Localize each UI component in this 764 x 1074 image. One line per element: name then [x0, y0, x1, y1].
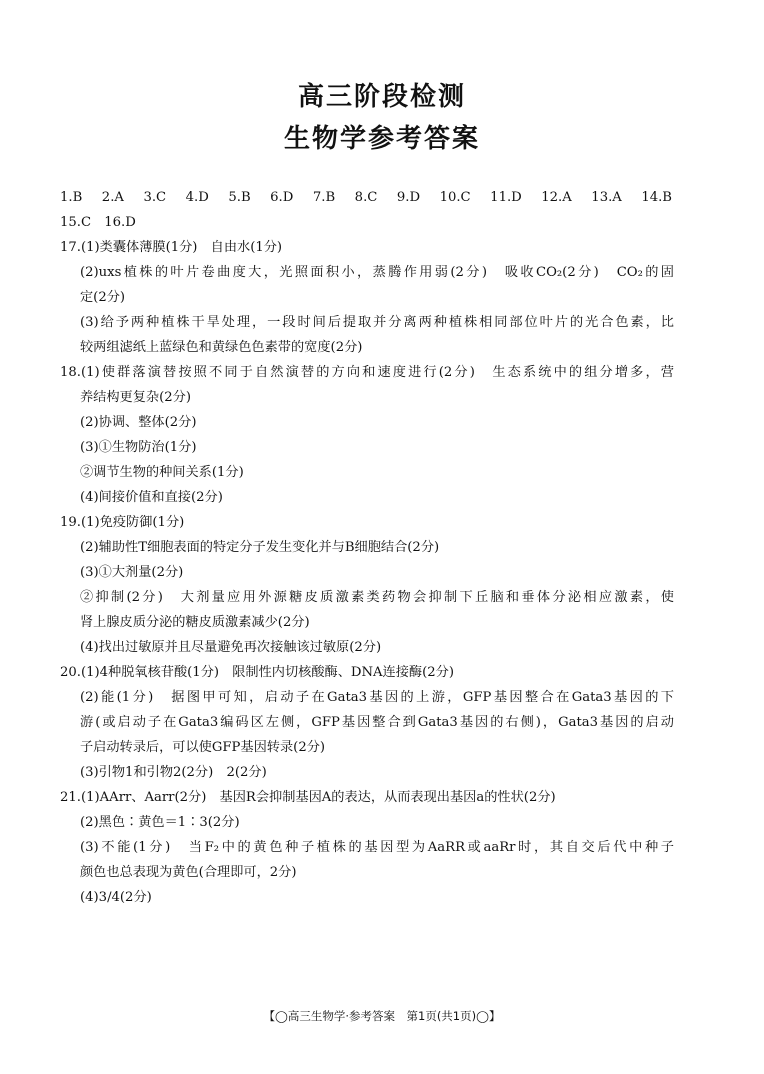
answer-line-26: (2)黑色∶黄色＝1∶3(2分) — [80, 815, 240, 830]
answer-line-11: (3)①生物防治(1分) — [80, 440, 197, 455]
answer-line-8: 18.(1)使群落演替按照不同于自然演替的方向和速度进行(2分) 生态系统中的组分增多，营 — [60, 365, 674, 380]
answer-line-19: (4)找出过敏原并且尽量避免再次接触该过敏原(2分) — [80, 640, 382, 655]
answer-line-25: 21.(1)AArr、Aarr(2分) 基因R会抑制基因A的表达，从而表现出基因a的性状(2分) — [60, 790, 556, 805]
answer-line-12: ②调节生物的种间关系(1分) — [80, 465, 244, 480]
page-footer: 【◯高三生物学·参考答案 第1页(共1页)◯】 — [263, 1009, 501, 1023]
answer-line-14: 19.(1)免疫防御(1分) — [60, 515, 185, 530]
answer-line-27: (3)不能(1分) 当F₂中的黄色种子植株的基因型为AaRR或aaRr时，其自交后代中种子 — [80, 840, 674, 855]
answer-line-9: 养结构更复杂(2分) — [80, 390, 191, 405]
answer-line-5: 定(2分) — [80, 290, 126, 305]
answer-line-3: 17.(1)类囊体薄膜(1分) 自由水(1分) — [60, 240, 283, 255]
answer-line-15: (2)辅助性T细胞表面的特定分子发生变化并与B细胞结合(2分) — [80, 540, 440, 555]
answer-line-23: 子启动转录后，可以使GFP基因转录(2分) — [80, 740, 326, 755]
answer-line-10: (2)协调、整体(2分) — [80, 415, 197, 430]
answer-line-16: (3)①大剂量(2分) — [80, 565, 184, 580]
answer-line-22: 游(或启动子在Gata3编码区左侧，GFP基因整合到Gata3基因的右侧)，Gata3基因的启动 — [80, 715, 674, 730]
page-title-line1: 高三阶段检测 — [297, 82, 466, 112]
answer-line-20: 20.(1)4种脱氧核苷酸(1分) 限制性内切核酸酶、DNA连接酶(2分) — [60, 665, 454, 680]
answer-line-21: (2)能(1分) 据图甲可知，启动子在Gata3基因的上游，GFP基因整合在Gata3基因的下 — [80, 690, 674, 705]
answer-line-28: 颜色也总表现为黄色(合理即可，2分) — [80, 865, 297, 880]
answer-line-13: (4)间接价值和直接(2分) — [80, 490, 223, 505]
answer-line-24: (3)引物1和引物2(2分) 2(2分) — [80, 765, 267, 780]
answer-line-29: (4)3/4(2分) — [80, 890, 152, 905]
answer-line-2: 15.C 16.D — [60, 215, 136, 230]
answer-line-7: 较两组滤纸上蓝绿色和黄绿色色素带的宽度(2分) — [80, 340, 363, 355]
page-title-line2: 生物学参考答案 — [283, 124, 480, 154]
answer-line-6: (3)给予两种植株干旱处理，一段时间后提取并分离两种植株相同部位叶片的光合色素，比 — [80, 315, 674, 330]
answer-line-18: 肾上腺皮质分泌的糖皮质激素减少(2分) — [80, 615, 310, 630]
answer-line-4: (2)uxs植株的叶片卷曲度大，光照面积小，蒸腾作用弱(2分) 吸收CO₂(2分) CO₂的固 — [80, 265, 674, 280]
answer-line-17: ②抑制(2分) 大剂量应用外源糖皮质激素类药物会抑制下丘脑和垂体分泌相应激素，使 — [80, 590, 674, 605]
answer-line-1: 1.B 2.A 3.C 4.D 5.B 6.D 7.B 8.C 9.D 10.C 11.D 12.A 13.A 14.B — [60, 190, 672, 205]
